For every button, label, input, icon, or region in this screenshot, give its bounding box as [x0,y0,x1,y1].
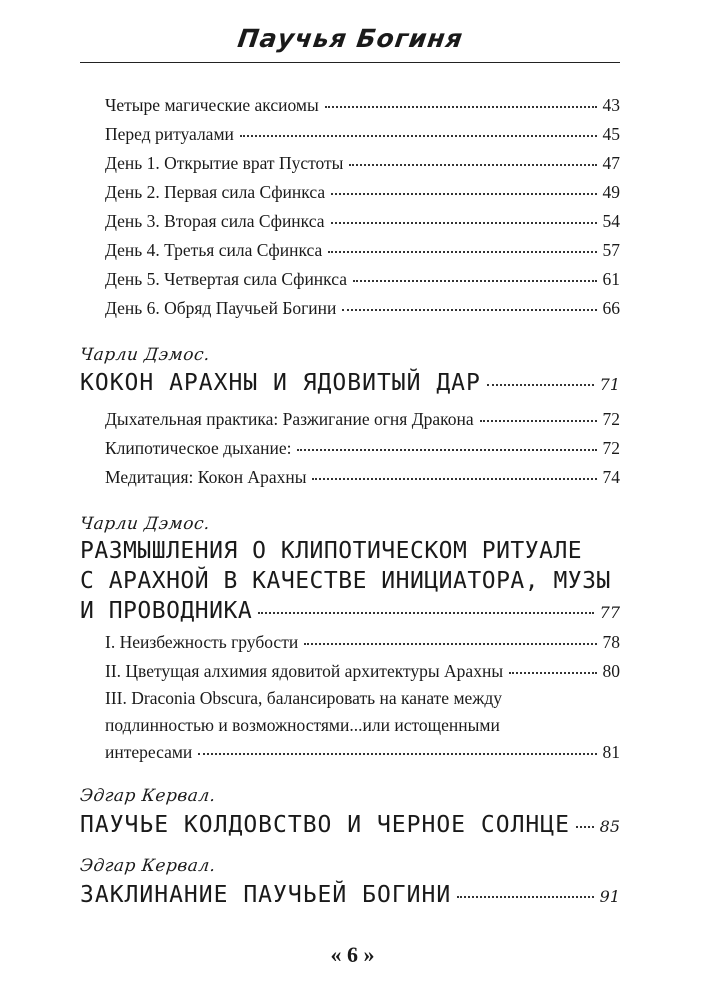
section-author: Чарли Дэмос. [78,345,211,365]
toc-entry-page: 43 [602,95,620,115]
dot-leader [349,164,596,166]
dot-leader [331,193,596,195]
toc-entry[interactable] [105,466,620,488]
section-page: 77 [599,603,620,622]
toc-entry[interactable] [105,437,620,459]
dot-leader [509,672,596,674]
section-heading[interactable] [80,536,620,628]
toc-entry[interactable] [105,239,620,261]
toc-entry-page: 61 [602,269,620,289]
section-author: Эдгар Кервал. [78,856,217,876]
section-heading[interactable] [80,880,620,912]
toc-entry[interactable] [105,268,620,290]
toc-entry-page: 49 [602,182,620,202]
dot-leader [576,826,594,828]
dot-leader [353,280,597,282]
toc-entry-title: День 1. Открытие врат Пустоты [105,153,344,173]
section-author: Эдгар Кервал. [78,786,217,806]
section-title: ЗАКЛИНАНИЕ ПАУЧЬЕЙ БОГИНИ [80,882,452,908]
dot-leader [304,643,596,645]
section-title-line: С АРАХНОЙ В КАЧЕСТВЕ ИНИЦИАТОРА, МУЗЫ [80,568,611,594]
dot-leader [342,309,596,311]
toc-entry[interactable] [105,297,620,319]
dot-leader [457,896,593,898]
toc-entry-page: 78 [602,632,620,652]
toc-entry-title: День 4. Третья сила Сфинкса [105,240,323,260]
dot-leader [328,251,596,253]
toc-entry-page: 74 [602,467,620,487]
toc-entry-title: День 5. Четвертая сила Сфинкса [105,269,347,289]
toc-entry-page: 80 [602,661,620,681]
toc-entry-page: 66 [602,298,620,318]
toc-entry[interactable] [105,123,620,145]
dot-leader [297,449,596,451]
dot-leader [258,612,593,614]
toc-entry-title: День 3. Вторая сила Сфинкса [105,211,325,231]
dot-leader [198,753,596,755]
toc-entry-title: Медитация: Кокон Арахны [105,467,307,487]
section-title-line: И ПРОВОДНИКА [80,598,253,624]
toc-entry-title: I. Неизбежность грубости [105,632,299,652]
toc-entry-page: 72 [602,409,620,429]
toc-entry[interactable] [105,210,620,232]
toc-entry-title: Дыхательная практика: Разжигание огня Дракона [105,409,474,429]
toc-entry[interactable] [105,152,620,174]
section-page: 71 [599,375,620,394]
section-page: 91 [599,887,620,906]
dot-leader [325,106,597,108]
dot-leader [240,135,597,137]
toc-entry-title-line: подлинностью и возможностями...или истощенными [105,715,500,735]
toc-entry[interactable] [105,408,620,430]
toc-entry-page: 47 [602,153,620,173]
section-heading[interactable] [80,368,620,400]
section-page: 85 [599,817,620,836]
toc-entry-title: День 2. Первая сила Сфинкса [105,182,326,202]
toc-entry-page: 81 [602,742,620,762]
toc-entry-title-line: интересами [105,742,193,762]
toc-entry-page: 54 [602,211,620,231]
toc-entry[interactable] [105,181,620,203]
dot-leader [487,384,594,386]
toc-entry-page: 72 [602,438,620,458]
running-header [80,24,620,53]
toc-entry-page: 45 [602,124,620,144]
section-title: КОКОН АРАХНЫ И ЯДОВИТЫЙ ДАР [80,370,481,396]
dot-leader [480,420,597,422]
page-number: « 6 » [330,942,375,967]
toc-entry[interactable] [105,94,620,116]
toc-entry[interactable] [105,631,620,653]
toc-entry-title: Клипотическое дыхание: [105,438,292,458]
dot-leader [312,478,596,480]
toc-entry-title: Четыре магические аксиомы [105,95,319,115]
book-title: Паучья Богиня [235,24,465,53]
toc-entry-title: Перед ритуалами [105,124,234,144]
toc-entry-title: День 6. Обряд Паучьей Богини [105,298,337,318]
section-title-line: РАЗМЫШЛЕНИЯ О КЛИПОТИЧЕСКОМ РИТУАЛЕ [80,538,583,564]
section-author: Чарли Дэмос. [78,514,211,534]
dot-leader [331,222,597,224]
toc-entry[interactable] [105,685,620,766]
toc-entry-title: II. Цветущая алхимия ядовитой архитектуры Арахны [105,661,504,681]
toc-entry[interactable] [105,660,620,682]
toc-entry-page: 57 [602,240,620,260]
section-title: ПАУЧЬЕ КОЛДОВСТВО И ЧЕРНОЕ СОЛНЦЕ [80,812,570,838]
header-divider [80,62,620,63]
section-heading[interactable] [80,810,620,842]
toc-entry-title-line: III. Draconia Obscura, балансировать на канате между [105,688,503,708]
